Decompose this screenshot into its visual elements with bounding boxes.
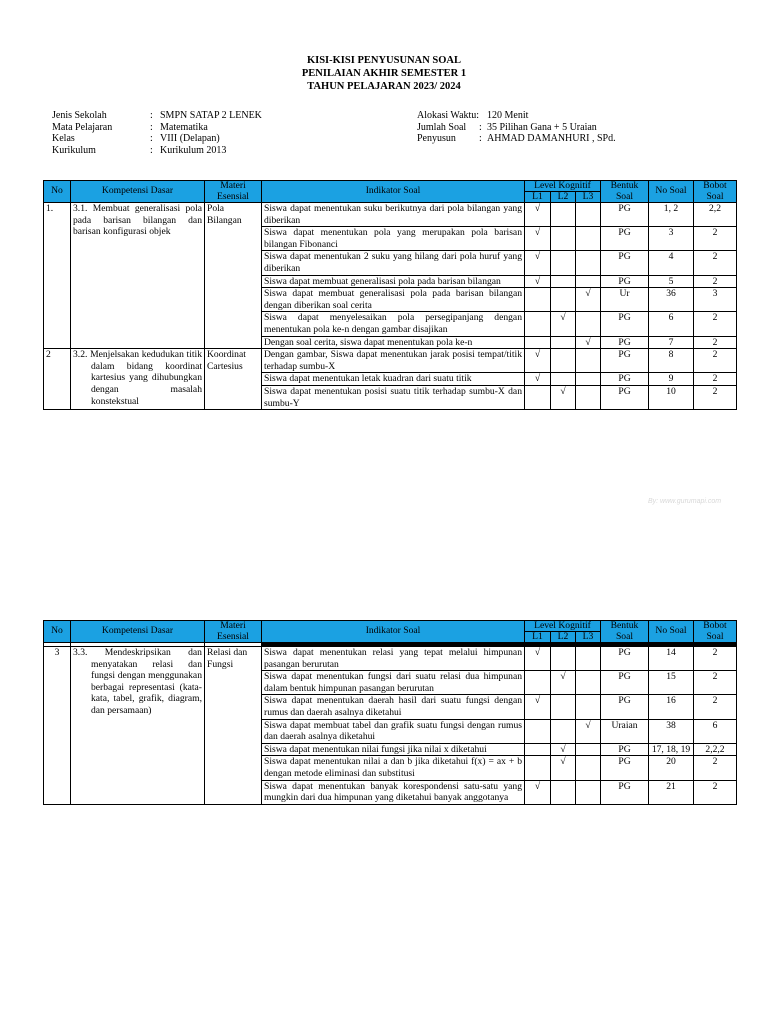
level-l3-cell — [576, 312, 601, 336]
level-l2-cell: √ — [551, 756, 576, 780]
col-l2: L2 — [551, 192, 576, 203]
nosoal-cell: 20 — [649, 756, 694, 780]
info-row-curriculum: Kurikulum : Kurikulum 2013 — [52, 144, 227, 156]
info-row-count: Jumlah Soal : 35 Pilihan Gana + 5 Uraian — [417, 121, 597, 133]
col-materi: Materi Esensial — [205, 181, 262, 203]
bentuk-cell: PG — [601, 275, 649, 288]
level-l1-cell — [525, 719, 551, 743]
kd-text — [73, 647, 202, 717]
level-l3-cell: √ — [576, 719, 601, 743]
level-l1-cell — [525, 743, 551, 756]
kisi-kisi-table-2 — [43, 620, 737, 805]
col-indikator: Indikator Soal — [262, 181, 525, 203]
table-row — [44, 203, 737, 227]
indikator-cell: Siswa dapat membuat generalisasi pola pada barisan bilangan dengan diberikan soal cerita — [262, 288, 525, 312]
nosoal-cell: 1, 2 — [649, 203, 694, 227]
bentuk-cell: PG — [601, 336, 649, 349]
level-l2-cell: √ — [551, 312, 576, 336]
info-right — [417, 110, 616, 145]
level-l1-cell: √ — [525, 275, 551, 288]
level-l3-cell — [576, 227, 601, 251]
indikator-cell: Dengan gambar, Siswa dapat menentukan jarak posisi tempat/titik terhadap sumbu-X — [262, 349, 525, 373]
nosoal-cell: 5 — [649, 275, 694, 288]
indikator-cell: Siswa dapat menentukan daerah hasil dari suatu fungsi dengan rumus dan daerah asalnya diketahui — [262, 695, 525, 719]
materi-cell: Relasi dan Fungsi — [205, 647, 262, 805]
level-l3-cell — [576, 780, 601, 804]
bentuk-cell: PG — [601, 743, 649, 756]
indikator-cell: Siswa dapat membuat tabel dan grafik suatu fungsi dengan rumus dan daerah asalnya diketahui — [262, 719, 525, 743]
level-l2-cell — [551, 695, 576, 719]
level-l1-cell: √ — [525, 373, 551, 386]
info-row-class: Kelas : VIII (Delapan) — [52, 133, 220, 144]
bentuk-cell: Ur — [601, 288, 649, 312]
col-l1: L1 — [525, 632, 551, 643]
bobot-cell: 6 — [694, 719, 737, 743]
nosoal-cell: 3 — [649, 227, 694, 251]
level-l3-cell: √ — [576, 288, 601, 312]
kisi-kisi-table-1 — [43, 180, 737, 410]
level-l2-cell: √ — [551, 671, 576, 695]
level-l2-cell: √ — [551, 385, 576, 409]
bobot-cell: 2 — [694, 349, 737, 373]
bentuk-cell: PG — [601, 385, 649, 409]
col-no: No — [44, 181, 71, 203]
kd-number: 3.2. — [73, 349, 88, 361]
nosoal-cell: 8 — [649, 349, 694, 373]
nosoal-cell: 38 — [649, 719, 694, 743]
kd-cell — [71, 647, 205, 805]
indikator-cell: Siswa dapat menentukan nilai fungsi jika nilai x diketahui — [262, 743, 525, 756]
col-level: Level Kognitif — [525, 621, 601, 632]
level-l2-cell — [551, 288, 576, 312]
indikator-cell: Siswa dapat menentukan fungsi dari suatu relasi dua himpunan dalam bentuk himpunan pasangan berurutan — [262, 671, 525, 695]
indikator-cell: Siswa dapat menentukan nilai a dan b jika diketahui f(x) = ax + b dengan metode eliminasi dan substitusi — [262, 756, 525, 780]
indikator-cell: Siswa dapat membuat generalisasi pola pada barisan bilangan — [262, 275, 525, 288]
indikator-cell: Dengan soal cerita, siswa dapat menentukan pola ke-n — [262, 336, 525, 349]
nosoal-cell: 17, 18, 19 — [649, 743, 694, 756]
indikator-cell: Siswa dapat menentukan posisi suatu titik terhadap sumbu-X dan sumbu-Y — [262, 385, 525, 409]
level-l1-cell: √ — [525, 227, 551, 251]
materi-cell: Koordinat Cartesius — [205, 349, 262, 410]
header-row — [44, 621, 737, 632]
bobot-cell: 2 — [694, 671, 737, 695]
bentuk-cell: Uraian — [601, 719, 649, 743]
level-l3-cell — [576, 251, 601, 275]
bobot-cell: 2 — [694, 251, 737, 275]
indikator-cell: Siswa dapat menentukan letak kuadran dari suatu titik — [262, 373, 525, 386]
level-l3-cell — [576, 671, 601, 695]
bobot-cell: 2,2 — [694, 203, 737, 227]
nosoal-cell: 15 — [649, 671, 694, 695]
bobot-cell: 2 — [694, 695, 737, 719]
bentuk-cell: PG — [601, 647, 649, 671]
bobot-cell: 2 — [694, 385, 737, 409]
col-bobot: Bobot Soal — [694, 621, 737, 643]
level-l1-cell: √ — [525, 349, 551, 373]
bentuk-cell: PG — [601, 671, 649, 695]
bentuk-cell: PG — [601, 373, 649, 386]
col-bentuk: Bentuk Soal — [601, 621, 649, 643]
level-l3-cell — [576, 385, 601, 409]
info-row-subject: Mata Pelajaran : Matematika — [52, 121, 208, 133]
indikator-cell: Siswa dapat menentukan 2 suku yang hilang dari pola huruf yang diberikan — [262, 251, 525, 275]
level-l1-cell — [525, 671, 551, 695]
nosoal-cell: 21 — [649, 780, 694, 804]
nosoal-cell: 36 — [649, 288, 694, 312]
level-l1-cell — [525, 312, 551, 336]
kd-cell: 3.1. Membuat generalisasi pola pada barisan bilangan dan barisan konfigurasi objek — [71, 203, 205, 349]
col-kd: Kompetensi Dasar — [71, 621, 205, 643]
level-l1-cell — [525, 385, 551, 409]
level-l1-cell — [525, 756, 551, 780]
level-l3-cell — [576, 203, 601, 227]
info-row-time: Alokasi Waktu: 120 Menit — [417, 110, 529, 121]
nosoal-cell: 16 — [649, 695, 694, 719]
bentuk-cell: PG — [601, 251, 649, 275]
bobot-cell: 2 — [694, 373, 737, 386]
level-l2-cell — [551, 647, 576, 671]
indikator-cell: Siswa dapat menentukan banyak korespondensi satu-satu yang mungkin dari dua himpunan yang diketahui banyak anggotanya — [262, 780, 525, 804]
info-left — [52, 110, 262, 156]
title-line-3: TAHUN PELAJARAN 2023/ 2024 — [307, 81, 461, 92]
level-l1-cell — [525, 336, 551, 349]
level-l1-cell: √ — [525, 780, 551, 804]
level-l3-cell — [576, 743, 601, 756]
bobot-cell: 2,2,2 — [694, 743, 737, 756]
col-bentuk: Bentuk Soal — [601, 181, 649, 203]
level-l3-cell — [576, 275, 601, 288]
bobot-cell: 2 — [694, 756, 737, 780]
watermark: By: www.gurumapi.com — [648, 498, 722, 505]
level-l2-cell — [551, 251, 576, 275]
no-cell: 3 — [44, 647, 71, 805]
level-l3-cell — [576, 349, 601, 373]
level-l2-cell — [551, 373, 576, 386]
level-l3-cell — [576, 756, 601, 780]
level-l1-cell: √ — [525, 251, 551, 275]
title-line-2: PENILAIAN AKHIR SEMESTER 1 — [301, 68, 467, 79]
nosoal-cell: 7 — [649, 336, 694, 349]
col-no: No — [44, 621, 71, 643]
bobot-cell: 2 — [694, 336, 737, 349]
bobot-cell: 2 — [694, 275, 737, 288]
nosoal-cell: 14 — [649, 647, 694, 671]
col-kd: Kompetensi Dasar — [71, 181, 205, 203]
nosoal-cell: 6 — [649, 312, 694, 336]
bobot-cell: 2 — [694, 312, 737, 336]
indikator-cell: Siswa dapat menyelesaikan pola persegipanjang dengan menentukan pola ke-n dengan gambar disajikan — [262, 312, 525, 336]
info-row-school: Jenis Sekolah : SMPN SATAP 2 LENEK — [52, 110, 262, 121]
nosoal-cell: 4 — [649, 251, 694, 275]
col-nosoal: No Soal — [649, 181, 694, 203]
bobot-cell: 2 — [694, 780, 737, 804]
level-l2-cell — [551, 336, 576, 349]
kd-text — [73, 349, 202, 407]
col-l1: L1 — [525, 192, 551, 203]
level-l1-cell: √ — [525, 203, 551, 227]
materi-cell: Pola Bilangan — [205, 203, 262, 349]
level-l1-cell: √ — [525, 647, 551, 671]
col-l3: L3 — [576, 192, 601, 203]
nosoal-cell: 9 — [649, 373, 694, 386]
col-bobot: Bobot Soal — [694, 181, 737, 203]
bentuk-cell: PG — [601, 695, 649, 719]
level-l2-cell — [551, 349, 576, 373]
bobot-cell: 2 — [694, 227, 737, 251]
bobot-cell: 3 — [694, 288, 737, 312]
col-materi: Materi Esensial — [205, 621, 262, 643]
level-l2-cell — [551, 780, 576, 804]
level-l3-cell — [576, 373, 601, 386]
level-l2-cell — [551, 719, 576, 743]
bentuk-cell: PG — [601, 780, 649, 804]
col-l2: L2 — [551, 632, 576, 643]
col-level: Level Kognitif — [525, 181, 601, 192]
bentuk-cell: PG — [601, 349, 649, 373]
no-cell: 2 — [44, 349, 71, 410]
bentuk-cell: PG — [601, 203, 649, 227]
bentuk-cell: PG — [601, 756, 649, 780]
level-l3-cell — [576, 695, 601, 719]
level-l2-cell — [551, 203, 576, 227]
level-l1-cell — [525, 288, 551, 312]
kd-cell — [71, 349, 205, 410]
col-indikator: Indikator Soal — [262, 621, 525, 643]
level-l3-cell: √ — [576, 336, 601, 349]
bentuk-cell: PG — [601, 227, 649, 251]
bentuk-cell: PG — [601, 312, 649, 336]
level-l1-cell: √ — [525, 695, 551, 719]
indikator-cell: Siswa dapat menentukan relasi yang tepat melalui himpunan pasangan berurutan — [262, 647, 525, 671]
bobot-cell: 2 — [694, 647, 737, 671]
indikator-cell: Siswa dapat menentukan suku berikutnya dari pola bilangan yang diberikan — [262, 203, 525, 227]
level-l2-cell — [551, 275, 576, 288]
nosoal-cell: 10 — [649, 385, 694, 409]
table-row — [44, 349, 737, 373]
kd-number: 3.3. — [73, 647, 88, 658]
indikator-cell: Siswa dapat menentukan pola yang merupakan pola barisan bilangan Fibonanci — [262, 227, 525, 251]
info-row-author: Penyusun : AHMAD DAMANHURI , SPd. — [417, 133, 616, 144]
header-row — [44, 181, 737, 192]
title-line-1: KISI-KISI PENYUSUNAN SOAL — [306, 55, 462, 66]
kd-description: Mendeskripsikan dan menyatakan relasi dan fungsi dengan menggunakan berbagai representasi (kata-kata, tabel, grafik, diagram, dan persamaan) — [91, 647, 202, 716]
level-l2-cell: √ — [551, 743, 576, 756]
document-title — [0, 54, 768, 93]
no-cell: 1. — [44, 203, 71, 349]
kd-description: Menjelsakan kedudukan titik dalam bidang koordinat kartesius yang dihubungkan dengan masalah konstekstual — [90, 349, 202, 407]
col-l3: L3 — [576, 632, 601, 643]
level-l3-cell — [576, 647, 601, 671]
col-nosoal: No Soal — [649, 621, 694, 643]
table-row — [44, 647, 737, 671]
level-l2-cell — [551, 227, 576, 251]
